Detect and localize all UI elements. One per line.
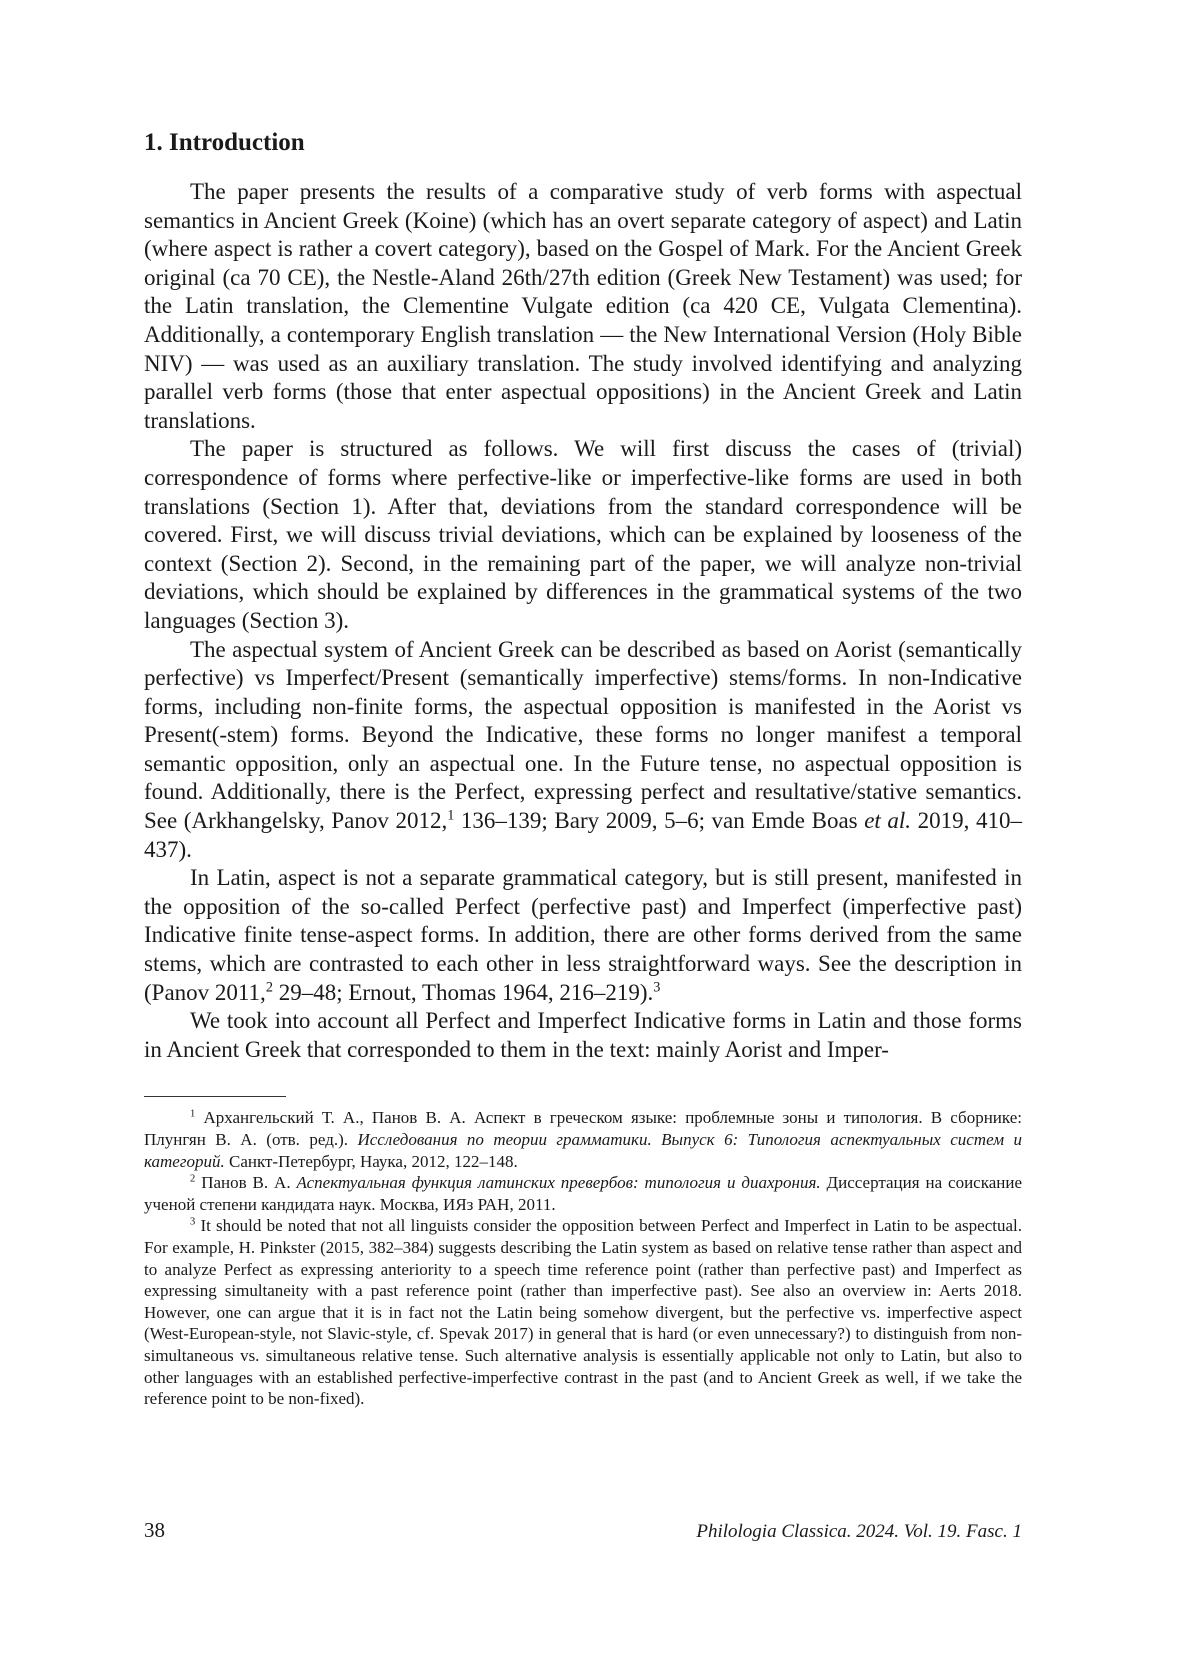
paragraph-3-text-cont: 136–139; Bary 2009, 5–6; van Emde Boas <box>454 808 865 834</box>
footnote-1-number: 1 <box>190 1108 196 1120</box>
body-text <box>144 178 1022 1064</box>
section-heading: 1. Introduction <box>144 129 305 156</box>
footnote-divider <box>144 1096 286 1097</box>
footnote-ref-1[interactable]: 1 <box>447 807 455 824</box>
paragraph-3-italic: et al. <box>864 808 912 834</box>
footnotes <box>144 1107 1022 1409</box>
footnote-ref-3[interactable]: 3 <box>653 978 661 995</box>
footnote-2 <box>144 1172 1022 1215</box>
paragraph-4-text-cont: 29–48; Ernout, Thomas 1964, 216–219). <box>272 979 654 1005</box>
page-footer <box>144 1518 1022 1543</box>
footnote-ref-2[interactable]: 2 <box>265 978 273 995</box>
paragraph-4-text: In Latin, aspect is not a separate grammatical category, but is still present, manifested in the opposition of the so-called Perfect (perfective past) and Imperfect (imperfective past) Indicative finite tense-aspect forms. In addition, there are other forms derived from the same stems, which are contrasted to each other in less straightforward ways. See the description in (Panov 2011, <box>144 865 1022 1005</box>
footnote-1-italic: Исследования по теории грамматики. Выпуск 6: Типология аспектуальных систем и категорий. <box>144 1130 1022 1171</box>
footnote-2-number: 2 <box>190 1173 196 1185</box>
footnote-2-italic: Аспектуальная функция латинских превербов: типология и диахрония. <box>296 1173 821 1193</box>
footnote-3-text: It should be noted that not all linguists consider the opposition between Perfect and Imperfect in Latin to be aspectual. For example, H. Pinkster (2015, 382–384) suggests describing the Latin system as based on relative tense rather than aspect and to analyze Perfect as expressing anteriority to a speech time reference point (rather than perfective past) and Imperfect as expressing simultaneity with a past reference point (rather than imperfective past). See also an overview in: Aerts 2018. However, one can argue that it is in fact not the Latin being somehow divergent, but the perfective vs. imperfective aspect (West-European-style, not Slavic-style, cf. Spevak 2017) in general that is hard (or even unnecessary?) to distinguish from non-simultaneous vs. simultaneous relative tense. Such alternative analysis is essentially applicable not only to Latin, but also to other languages with an established perfective-imperfective contrast in the past (and to Ancient Greek as well, if we take the reference point to be non-fixed). <box>144 1216 1022 1409</box>
footnote-2-text-end: Диссертация на соискание ученой степени кандидата наук. Москва, ИЯз РАН, 2011. <box>144 1173 1023 1214</box>
footnote-3 <box>144 1215 1022 1409</box>
paragraph-4 <box>144 864 1022 1007</box>
footnote-3-number: 3 <box>190 1216 196 1228</box>
footnote-1-text-end: Санкт-Петербург, Наука, 2012, 122–148. <box>224 1151 518 1171</box>
paragraph-1: The paper presents the results of a comparative study of verb forms with aspectual semantics in Ancient Greek (Koine) (which has an overt separate category of aspect) and Latin (where aspect is rather a covert category), based on the Gospel of Mark. For the Ancient Greek original (ca 70 CE), the Nestle-Aland 26th/27th edition (Greek New Testament) was used; for the Latin translation, the Clementine Vulgate edition (ca 420 CE, Vulgata Clementina). Additionally, a contemporary English translation — the New International Version (Holy Bible NIV) — was used as an auxiliary translation. The study involved identifying and analyzing parallel verb forms (those that enter aspectual oppositions) in the Ancient Greek and Latin translations. <box>144 179 1022 433</box>
footnote-1-text: Архангельский Т. А., Панов В. А. Аспект в греческом языке: проблемные зоны и типология. В сборнике: Плунгян В. А. (отв. ред.). <box>144 1108 1022 1149</box>
footnote-2-text: Панов В. А. <box>201 1173 297 1193</box>
journal-reference: Philologia Classica. 2024. Vol. 19. Fasc. 1 <box>696 1521 1022 1542</box>
footnote-1 <box>144 1107 1022 1172</box>
paragraph-3-text: The aspectual system of Ancient Greek can be described as based on Aorist (semantically perfective) vs Imperfect/Present (semantically imperfective) stems/forms. In non-Indicative forms, including non-finite forms, the aspectual opposition is manifested in the Aorist vs Present(-stem) forms. Beyond the Indicative, these forms no longer manifest a temporal semantic opposition, only an aspectual one. In the Future tense, no aspectual opposition is found. Additionally, there is the Perfect, expressing perfect and resultative/stative semantics. See (Arkhangelsky, Panov 2012, <box>144 636 1022 834</box>
paragraph-3 <box>144 636 1022 865</box>
paragraph-5: We took into account all Perfect and Imperfect Indicative forms in Latin and those forms in Ancient Greek that corresponded to them in the text: mainly Aorist and Imper- <box>144 1008 1022 1062</box>
page-content <box>144 128 1022 1410</box>
paragraph-2: The paper is structured as follows. We will first discuss the cases of (trivial) correspondence of forms where perfective-like or imperfective-like forms are used in both translations (Section 1). After that, deviations from the standard correspondence will be covered. First, we will discuss trivial deviations, which can be explained by looseness of the context (Section 2). Second, in the remaining part of the paper, we will analyze non-trivial deviations, which should be explained by differences in the grammatical systems of the two languages (Section 3). <box>144 436 1022 633</box>
page-number: 38 <box>144 1518 165 1542</box>
paragraph-3-text-end: 2019, 410–437). <box>144 808 1022 862</box>
